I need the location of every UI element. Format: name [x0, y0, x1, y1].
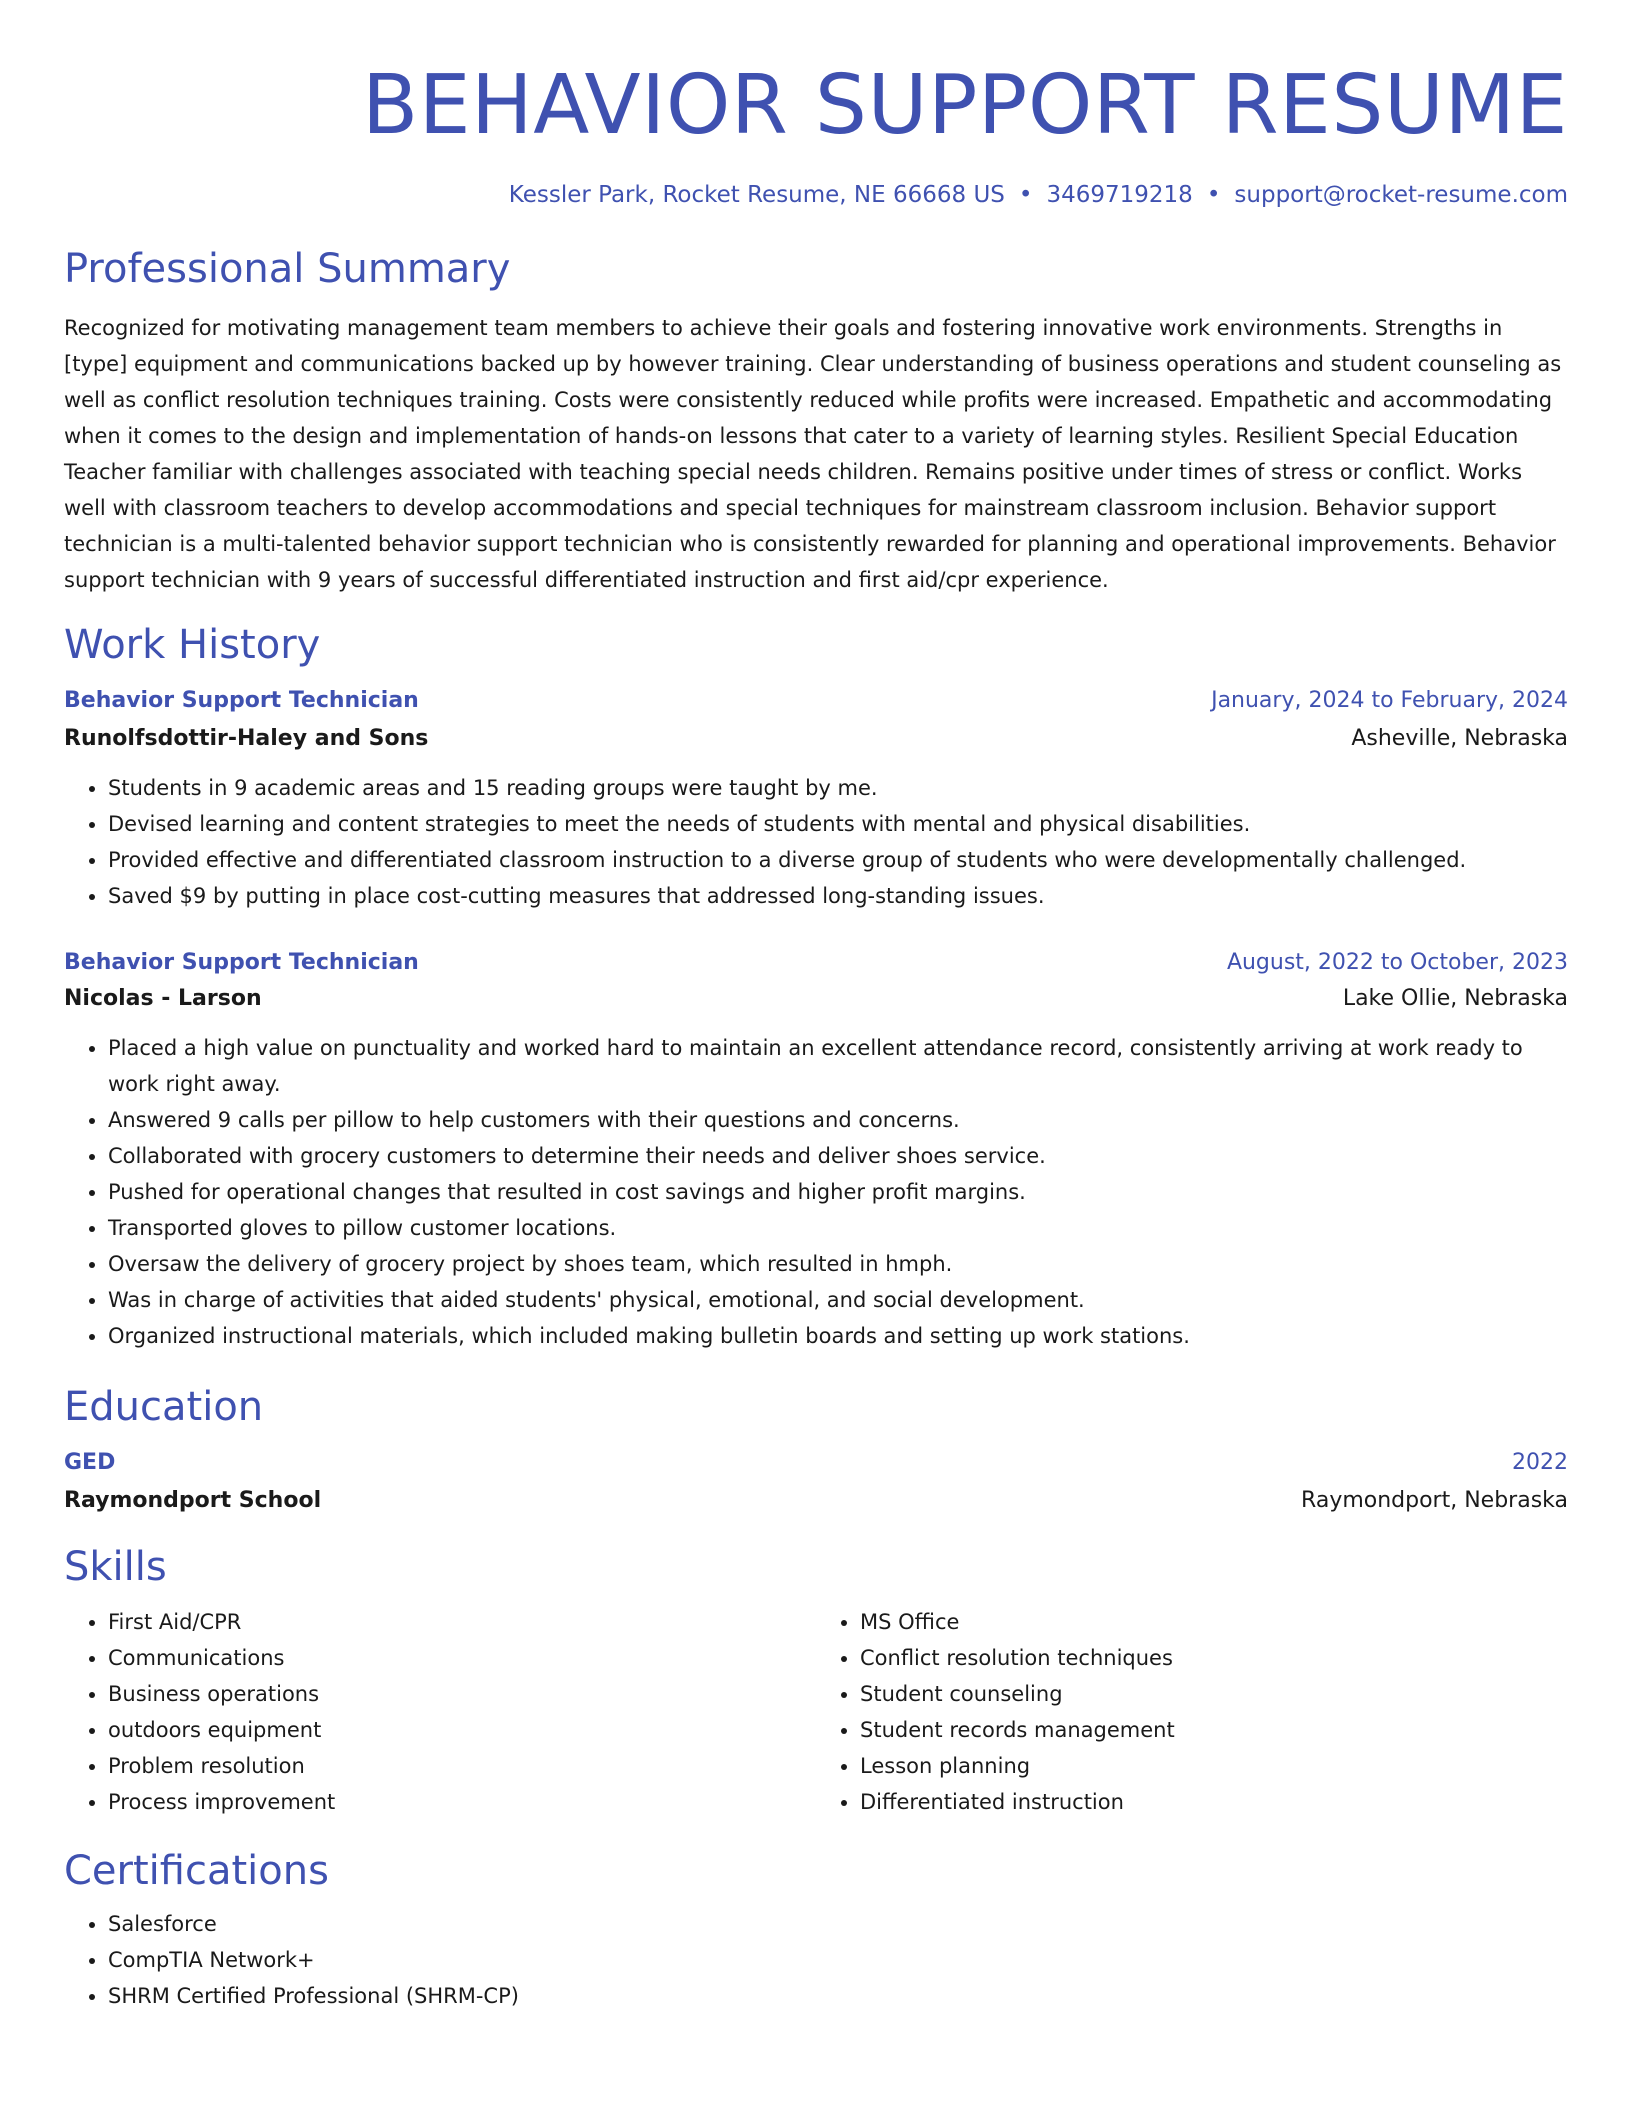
education-school: Raymondport School	[64, 1488, 322, 1513]
contact-separator: •	[1018, 182, 1033, 208]
skill-item: • Process improvement	[108, 1784, 816, 1820]
contact-phone: 3469719218	[1046, 182, 1193, 208]
job-bullets	[64, 770, 1568, 914]
skill-item: • Lesson planning	[860, 1748, 1568, 1784]
job-bullet: • Transported gloves to pillow customer locations.	[108, 1210, 1568, 1246]
education-section	[64, 1382, 1568, 1516]
skill-item: • Business operations	[108, 1676, 816, 1712]
certifications-list	[64, 1906, 1568, 2014]
job-company-row	[64, 984, 1568, 1014]
job-title: Behavior Support Technician	[64, 950, 419, 975]
education-location: Raymondport, Nebraska	[1301, 1488, 1568, 1513]
contact-separator: •	[1206, 182, 1221, 208]
skill-item: • MS Office	[860, 1604, 1568, 1640]
education-heading: Education	[64, 1384, 264, 1430]
skill-item: • Differentiated instruction	[860, 1784, 1568, 1820]
job-company-row	[64, 724, 1568, 754]
job-bullet: • Answered 9 calls per pillow to help customers with their questions and concerns.	[108, 1102, 1568, 1138]
job-header-row	[64, 948, 1568, 978]
skill-item: • Problem resolution	[108, 1748, 816, 1784]
resume-title: BEHAVIOR SUPPORT RESUME	[361, 58, 1568, 153]
summary-heading: Professional Summary	[64, 246, 511, 292]
job-dates: August, 2022 to October, 2023	[1226, 950, 1568, 975]
contact-address: Kessler Park, Rocket Resume, NE 66668 US	[508, 182, 1005, 208]
education-degree: GED	[64, 1450, 116, 1475]
job-company: Nicolas - Larson	[64, 986, 262, 1011]
job-bullet: • Pushed for operational changes that resulted in cost savings and higher profit margins.	[108, 1174, 1568, 1210]
job-bullet: • Organized instructional materials, which included making bulletin boards and setting up work stations.	[108, 1318, 1568, 1354]
job-title: Behavior Support Technician	[64, 688, 419, 713]
job-bullet: • Saved $9 by putting in place cost-cutting measures that addressed long-standing issues.	[108, 878, 1568, 914]
certification-item: • Salesforce	[108, 1906, 1568, 1942]
summary-text: Recognized for motivating management team members to achieve their goals and fostering innovative work environments. Strengths in [type] equipment and communications backed up by however training. Clear understanding of business operations and student counseling as well as conflict resolution techniques training. Costs were consistently reduced while profits were increased. Empathetic and accommodating when it comes to the design and implementation of hands-on lessons that cater to a variety of learning styles. Resilient Special Education Teacher familiar with challenges associated with teaching special needs children. Remains positive under times of stress or conflict. Works well with classroom teachers to develop accommodations and special techniques for mainstream classroom inclusion. Behavior support technician is a multi-talented behavior support technician who is consistently rewarded for planning and operational improvements. Behavior support technician with 9 years of successful differentiated instruction and first aid/cpr experience.	[64, 316, 1562, 592]
education-school-row	[64, 1486, 1568, 1516]
job-location: Lake Ollie, Nebraska	[1342, 986, 1568, 1011]
skill-item: • Student records management	[860, 1712, 1568, 1748]
job-bullet: • Students in 9 academic areas and 15 reading groups were taught by me.	[108, 770, 1568, 806]
skills-list-left	[64, 1604, 816, 1820]
skill-item: • Student counseling	[860, 1676, 1568, 1712]
skills-heading: Skills	[64, 1544, 167, 1590]
skill-item: • outdoors equipment	[108, 1712, 816, 1748]
education-year: 2022	[1512, 1450, 1568, 1475]
job-header-row	[64, 686, 1568, 716]
job-entry	[64, 686, 1568, 914]
job-bullet: • Placed a high value on punctuality and worked hard to maintain an excellent attendance record, consistently arriving at work ready to work right away.	[108, 1030, 1568, 1102]
education-header-row	[64, 1448, 1568, 1478]
skills-columns	[64, 1604, 1568, 1820]
skill-item: • Conflict resolution techniques	[860, 1640, 1568, 1676]
certifications-section	[64, 1846, 1568, 2014]
contact-email[interactable]: support@rocket-resume.com	[1234, 182, 1568, 208]
contact-line	[64, 180, 1568, 210]
education-entry	[64, 1448, 1568, 1516]
job-bullet: • Oversaw the delivery of grocery project by shoes team, which resulted in hmph.	[108, 1246, 1568, 1282]
job-dates: January, 2024 to February, 2024	[1211, 688, 1568, 713]
summary-section	[64, 244, 1568, 598]
certifications-heading: Certifications	[64, 1848, 329, 1894]
job-bullet: • Was in charge of activities that aided students' physical, emotional, and social development.	[108, 1282, 1568, 1318]
skills-section	[64, 1542, 1568, 1820]
skill-item: • First Aid/CPR	[108, 1604, 816, 1640]
certification-item: • CompTIA Network+	[108, 1942, 1568, 1978]
job-bullet: • Provided effective and differentiated classroom instruction to a diverse group of students who were developmentally challenged.	[108, 842, 1568, 878]
job-bullet: • Collaborated with grocery customers to determine their needs and deliver shoes service.	[108, 1138, 1568, 1174]
job-entry	[64, 948, 1568, 1354]
certification-item: • SHRM Certified Professional (SHRM-CP)	[108, 1978, 1568, 2014]
job-bullets	[64, 1030, 1568, 1354]
work-history-heading: Work History	[64, 622, 321, 668]
job-company: Runolfsdottir-Haley and Sons	[64, 726, 429, 751]
skill-item: • Communications	[108, 1640, 816, 1676]
job-bullet: • Devised learning and content strategies to meet the needs of students with mental and physical disabilities.	[108, 806, 1568, 842]
resume-page	[64, 0, 1568, 2014]
work-history-section	[64, 620, 1568, 1354]
skills-list-right	[816, 1604, 1568, 1820]
job-location: Asheville, Nebraska	[1351, 726, 1568, 751]
